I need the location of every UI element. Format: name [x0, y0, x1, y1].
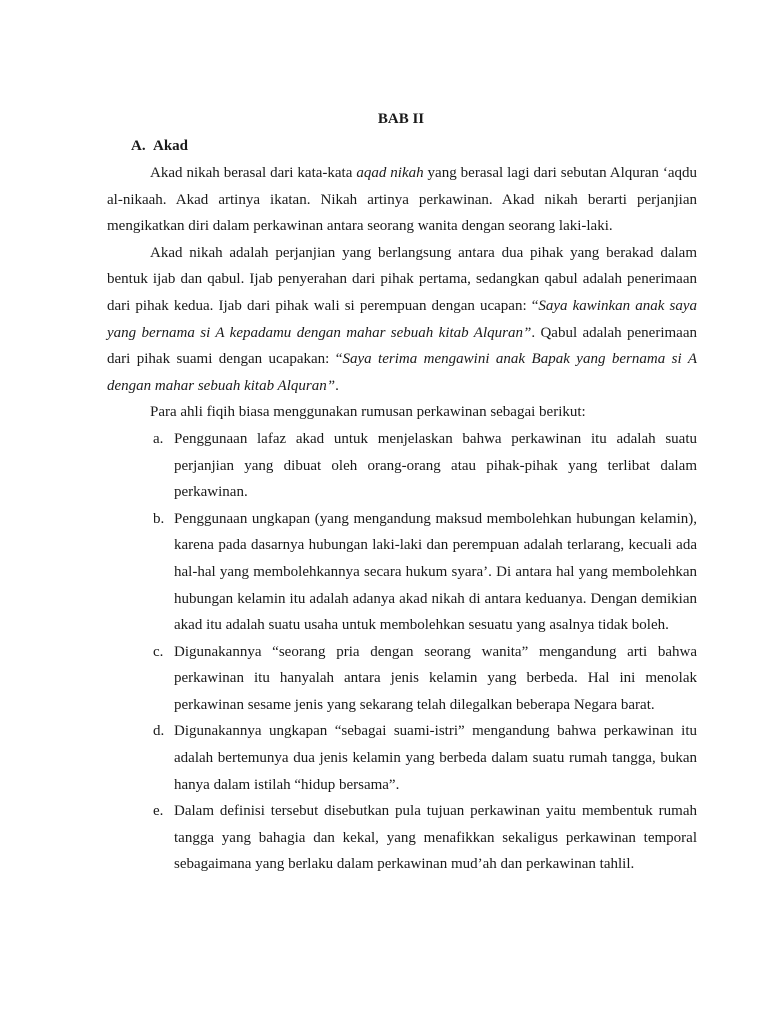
- list-item: [107, 426, 697, 506]
- list-marker: a.: [153, 430, 164, 447]
- paragraph-1: [107, 160, 697, 240]
- list-item: [107, 798, 697, 878]
- list-item-text: Penggunaan ungkapan (yang mengandung maksud membolehkan hubungan kelamin), karena pada dasarnya hubungan laki-laki dan perempuan adalah terlarang, kecuali ada hal-hal yang membolehkannya secara hukum syara’. Di antara hal yang membolehkan hubungan kelamin itu adalah adanya akad nikah di antara keduanya. Dengan demikian akad itu adalah suatu usaha untuk membolehkan sesuatu yang asalnya tidak boleh.: [174, 510, 697, 634]
- list-item: [107, 506, 697, 639]
- chapter-title: BAB II: [377, 111, 425, 127]
- list-item-text: Penggunaan lafaz akad untuk menjelaskan bahwa perkawinan itu adalah suatu perjanjian yang dibuat oleh orang-orang atau pihak-pihak yang terlibat dalam perkawinan.: [174, 430, 697, 501]
- document-body: [107, 160, 697, 878]
- paragraph-1-text-2: yang berasal lagi dari sebutan Alquran ‘aqdu al-nikaah. Akad artinya ikatan. Nikah artinya perkawinan. Akad nikah berarti perjanjian mengikatkan diri dalam perkawinan antara seorang wanita dengan seorang laki-laki.: [107, 165, 697, 235]
- list-item: [107, 718, 697, 798]
- paragraph-1-text-1: Akad nikah berasal dari kata-kata: [150, 165, 357, 181]
- list-marker: b.: [153, 510, 165, 527]
- list-marker: d.: [153, 723, 165, 740]
- section-letter: A.: [131, 138, 146, 154]
- paragraph-2-qabul-quote: Saya terima mengawini anak Bapak yang bernama si A dengan mahar sebuah kitab Alquran”: [107, 351, 697, 394]
- list-item-text: Digunakannya “seorang pria dengan seorang wanita” mengandung arti bahwa perkawinan itu hanyalah antara jenis kelamin yang berbeda. Hal ini menolak perkawinan sesame jenis yang sekarang telah dilegalkan beberapa Negara barat.: [174, 643, 697, 713]
- section-heading: [131, 136, 188, 156]
- paragraph-2-text-1: Akad nikah adalah perjanjian yang berlangsung antara dua pihak yang berakad dalam bentuk ijab dan qabul. Ijab penyerahan dari pihak pertama, sedangkan qabul adalah penerimaan dari pihak kedua. Ijab dari pihak wali si perempuan dengan ucapan: “: [107, 244, 697, 314]
- paragraph-2-text-2: . Qabul adalah penerimaan dari pihak suami dengan ucapakan: “: [107, 324, 697, 368]
- paragraph-2: [107, 240, 697, 400]
- list-item-text: Digunakannya ungkapan “sebagai suami-istri” mengandung bahwa perkawinan itu adalah bertemunya dua jenis kelamin yang berbeda dalam suatu rumah tangga, bukan hanya dalam istilah “hidup bersama”.: [174, 723, 697, 793]
- section-title: Akad: [153, 138, 189, 154]
- paragraph-2-text-3: .: [335, 377, 339, 394]
- list-item-text: Dalam definisi tersebut disebutkan pula tujuan perkawinan yaitu membentuk rumah tangga yang bahagia dan kekal, yang menafikkan sekaligus perkawinan temporal sebagaimana yang berlaku dalam perkawinan mud’ah dan perkawinan tahlil.: [174, 803, 697, 873]
- paragraph-1-italic-term: aqad nikah: [356, 165, 424, 181]
- definition-list: [107, 426, 697, 878]
- paragraph-3: Para ahli fiqih biasa menggunakan rumusan perkawinan sebagai berikut:: [150, 404, 586, 421]
- list-marker: e.: [153, 803, 164, 820]
- paragraph-2-ijab-quote: Saya kawinkan anak saya yang bernama si A kepadamu dengan mahar sebuah kitab Alquran”: [107, 297, 697, 341]
- list-item: [107, 639, 697, 719]
- list-marker: c.: [153, 643, 164, 660]
